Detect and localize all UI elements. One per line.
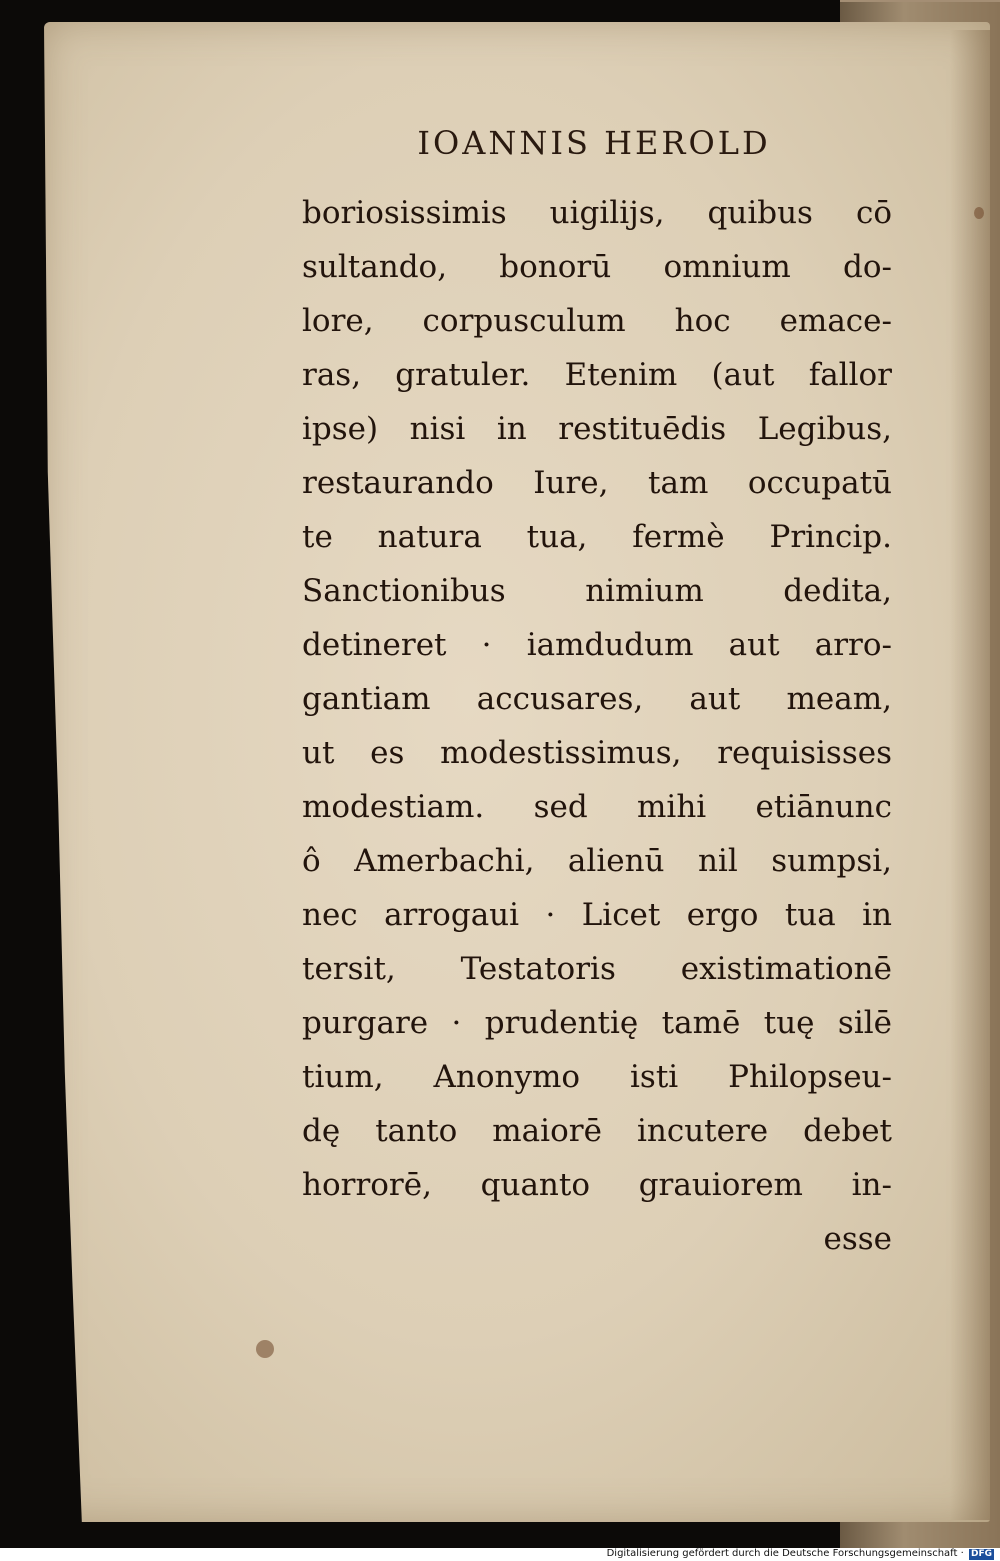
text-line: ipse) nisi in restituēdis Legibus, (302, 411, 892, 447)
text-line: te natura tua, fermè Princip. (302, 519, 892, 555)
dfg-logo: DFG (970, 1549, 992, 1559)
text-line: tersit, Testatoris existimationē (302, 951, 892, 987)
text-line: sultando, bonorū omnium do- (302, 249, 892, 285)
text-line: lore, corpusculum hoc emace- (302, 303, 892, 339)
text-line: ô Amerbachi, alienū nil sumpsi, (302, 843, 892, 879)
text-line: horrorē, quanto grauiorem in- (302, 1167, 892, 1203)
stain-spot (974, 207, 984, 219)
text-line: modestiam. sed mihi etiānunc (302, 789, 892, 825)
text-line: dę tanto maiorē incutere debet (302, 1113, 892, 1149)
footer-credit-text: Digitalisierung gefördert durch die Deutsche Forschungsgemeinschaft · (606, 1548, 964, 1559)
footer-credit (607, 1547, 994, 1561)
body-text (302, 186, 892, 1266)
stain-spot (256, 1340, 274, 1358)
text-line: ut es modestissimus, requisisses (302, 735, 892, 771)
text-line: restaurando Iure, tam occupatū (302, 465, 892, 501)
text-line: tium, Anonymo isti Philopseu- (302, 1059, 892, 1095)
catchword: esse (823, 1221, 892, 1257)
text-line: nec arrogaui · Licet ergo tua in (302, 897, 892, 933)
text-line: ras, gratuler. Etenim (aut fallor (302, 357, 892, 393)
running-head: IOANNIS HEROLD (417, 124, 771, 162)
page-gutter-shadow (950, 30, 990, 1520)
text-line: detineret · iamdudum aut arro- (302, 627, 892, 663)
text-line: gantiam accusares, aut meam, (302, 681, 892, 717)
text-line: Sanctionibus nimium dedita, (302, 573, 892, 609)
text-line: boriosissimis uigilijs, quibus cō (302, 195, 892, 231)
text-line: purgare · prudentię tamē tuę silē (302, 1005, 892, 1041)
